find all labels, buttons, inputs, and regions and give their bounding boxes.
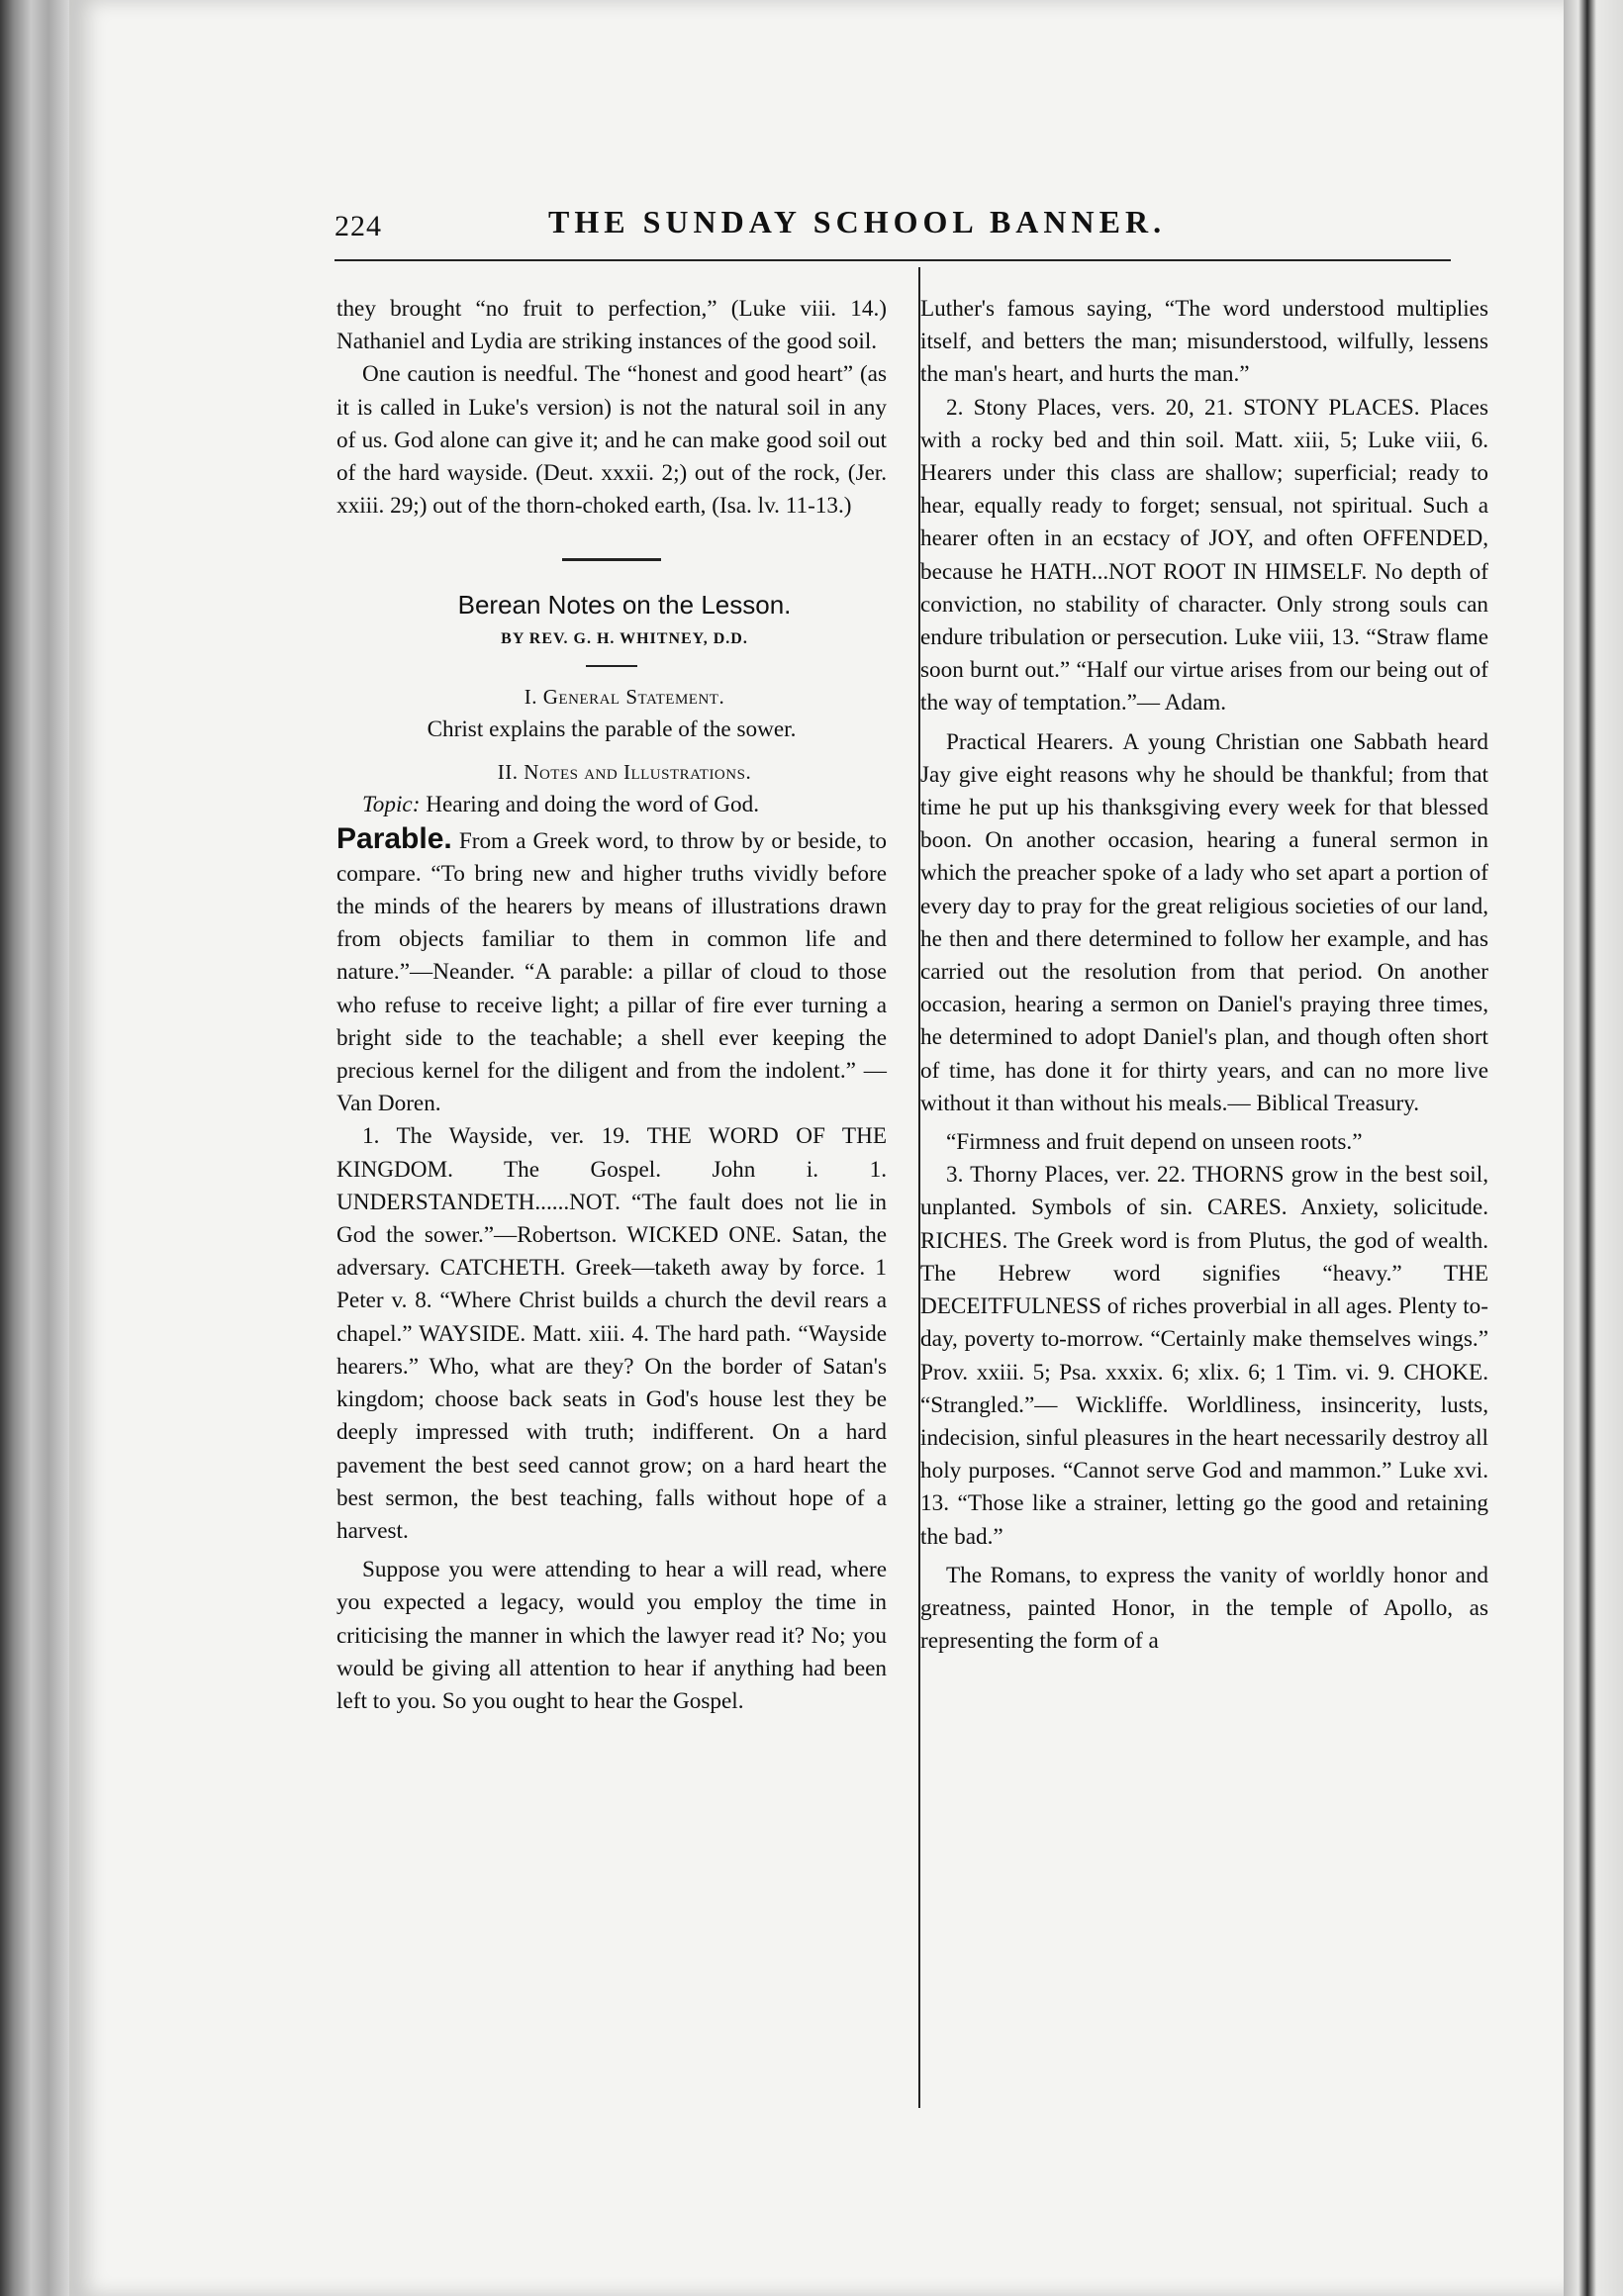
paragraph-good-soil: they brought “no fruit to perfection,” (Luke viii. 14.) Nathaniel and Lydia are striking instances of the good soil.: [336, 296, 887, 355]
paragraph-luther: Luther's famous saying, “The word understood multiplies itself, and betters the man; misunderstood, wilfully, lessens the man's heart, and hurts the man.”: [920, 296, 1488, 388]
left-column: [336, 293, 887, 1718]
paragraph-stony-places: 2. Stony Places, vers. 20, 21. STONY PLACES. Places with a rocky bed and thin soil. Matt. xiii, 5; Luke viii, 6. Hearers under this class are shallow; superficial; ready to hear, equally ready to forget; sensual, not spiritual. Such a hearer often in an ecstacy of JOY, and often OFFENDED, because he HATH...NOT ROOT IN HIMSELF. No depth of conviction, no stability of character. Only strong souls can endure tribulation or persecution. Luke viii, 13. “Straw flame soon burnt out.” “Half our virtue arises from our being out of the way of temptation.”— Adam.: [920, 394, 1488, 717]
general-statement-text: Christ explains the parable of the sower.: [427, 717, 797, 743]
header-rule: [334, 259, 1451, 261]
general-statement-heading: I. General Statement.: [524, 684, 725, 709]
topic-text: Hearing and doing the word of God.: [426, 792, 760, 818]
right-column: [920, 293, 1488, 1658]
paragraph-caution: One caution is needful. The “honest and good heart” (as it is called in Luke's version) is not the natural soil in any of us. God alone can give it; and he can make good soil out of the hard wayside. (Deut. xxxii. 2;) out of the rock, (Jer. xxiii. 29;) out of the thorn-choked earth, (Isa. lv. 11-13.): [336, 361, 887, 520]
book-page-stack-left: [0, 0, 69, 2296]
topic-line: [336, 789, 887, 821]
paragraph-suppose: Suppose you were attending to hear a will read, where you expected a legacy, would you employ the time in criticising the manner in which the lawyer read it? No; you would be giving all attention to hear if anything had been left to you. So you ought to hear the Gospel.: [336, 1557, 887, 1714]
paragraph-practical-hearers: Practical Hearers. A young Christian one Sabbath heard Jay give eight reasons why he should be thankful; from that time he put up his thanksgiving every week for that blessed boon. On another occasion, hearing a funeral sermon in which the preacher spoke of a lady who set apart a portion of every day to pray for the great religious societies of our land, he then and there determined to follow her example, and has carried out the resolution from that period. On another occasion, hearing a sermon on Daniel's praying three times, he determined to adopt Daniel's plan, and though often short of time, has done it for thirty years, and can no more live without it than without his meals.— Biblical Treasury.: [920, 728, 1488, 1116]
paragraph-thorny-places: 3. Thorny Places, ver. 22. THORNS grow in the best soil, unplanted. Symbols of sin. CARES. Anxiety, solicitude. RICHES. The Greek word is from Plutus, the god of wealth. The Hebrew word signifies “heavy.” THE DECEITFULNESS of riches proverbial in all ages. Plenty to-day, poverty to-morrow. “Certainly make themselves wings.” Prov. xxiii. 5; Psa. xxxix. 6; xlix. 6; 1 Tim. vi. 9. CHOKE. “Strangled.”— Wickliffe. Worldliness, insincerity, lusts, indecision, sinful pleasures in the heart necessarily destroy all holy purposes. “Cannot serve God and mammon.” Luke xvi. 13. “Those like a strainer, letting go the good and retaining the bad.”: [920, 1162, 1488, 1550]
section-heading: Berean Notes on the Lesson.: [457, 590, 792, 621]
paragraph-romans: The Romans, to express the vanity of worldly honor and greatness, painted Honor, in the temple of Apollo, as representing the form of a: [920, 1562, 1488, 1655]
byline-rule: [586, 665, 637, 667]
page-number: 224: [334, 210, 382, 242]
section-rule: [562, 558, 661, 561]
parable-term: Parable.: [336, 821, 452, 855]
running-title: THE SUNDAY SCHOOL BANNER.: [548, 204, 1167, 239]
notes-heading: II. Notes and Illustrations.: [497, 760, 752, 785]
quote-firmness: “Firmness and fruit depend on unseen roots.”: [946, 1129, 1363, 1156]
parable-text: From a Greek word, to throw by or beside, to compare. “To bring new and higher truths vividly before the minds of the hearers by means of illustrations drawn from objects familiar to them in common life and nature.”—Neander. “A parable: a pillar of cloud to those who refuse to receive light; a pillar of fire ever turning a bright side to the teachable; a shell ever keeping the precious kernel for the diligent and from the indolent.” —Van Doren.: [336, 827, 887, 1117]
paragraph-parable: [336, 822, 887, 1121]
paragraph-wayside: 1. The Wayside, ver. 19. THE WORD OF THE KINGDOM. The Gospel. John i. 1. UNDERSTANDETH......NOT. “The fault does not lie in God the sower.”—Robertson. WICKED ONE. Satan, the adversary. CATCHETH. Greek—taketh away by force. 1 Peter v. 8. “Where Christ builds a church the devil rears a chapel.” WAYSIDE. Matt. xiii. 4. The hard path. “Wayside hearers.” Who, what are they? On the border of Satan's kingdom; choose back seats in God's house lest they be deeply impressed with truth; indifferent. On a hard pavement the best seed cannot grow; on a hard heart the best sermon, the best teaching, falls without hope of a harvest.: [336, 1123, 887, 1544]
byline: BY REV. G. H. WHITNEY, D.D.: [501, 629, 748, 647]
page-header: [334, 204, 1451, 253]
topic-label: Topic:: [362, 792, 421, 818]
book-page-edge-right: [1564, 0, 1623, 2296]
